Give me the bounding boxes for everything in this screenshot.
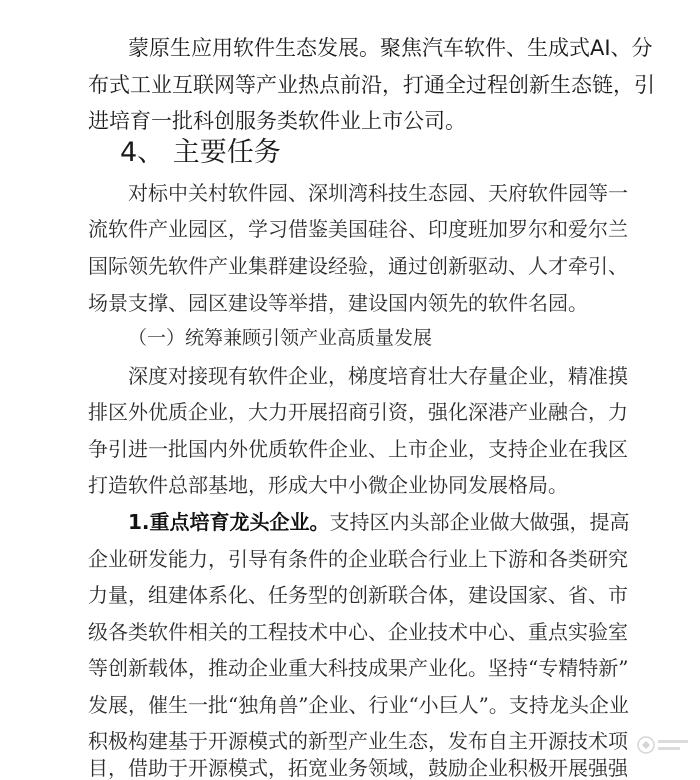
watermark-logo-icon xyxy=(636,734,694,756)
point1-line-7: 目，借助于开源模式，拓宽业务领域，鼓励企业积极开展强强 xyxy=(88,756,628,780)
point1-line-3: 级各类软件相关的工程技术中心、企业技术中心、重点实验室 xyxy=(88,620,628,644)
point1-first-line xyxy=(128,512,630,532)
sub-line-2: 排区外优质企业，大力开展招商引资，强化深港产业融合，力 xyxy=(88,400,628,424)
sub-line-3: 争引进一批国内外优质软件企业、上市企业，支持企业在我区 xyxy=(88,437,628,461)
point1-first-rest: 支持区内头部企业做大做强，提高 xyxy=(329,510,630,534)
point1-line-5: 发展，催生一批“独角兽”企业、行业“小巨人”。支持龙头企业 xyxy=(88,693,629,717)
section-line-3: 国际领先软件产业集群建设经验，通过创新驱动、人才牵引、 xyxy=(88,254,628,278)
intro-line-1: 蒙原生应用软件生态发展。聚焦汽车软件、生成式AI、分 xyxy=(128,36,653,60)
point1-line-4: 等创新载体，推动企业重大科技成果产业化。坚持“专精特新” xyxy=(88,656,629,680)
section-line-2: 流软件产业园区，学习借鉴美国硅谷、印度班加罗尔和爱尔兰 xyxy=(88,217,628,241)
section-heading: 4、 主要任务 xyxy=(120,137,281,168)
sub-line-4: 打造软件总部基地，形成大中小微企业协同发展格局。 xyxy=(88,473,568,497)
point1-line-6: 积极构建基于开源模式的新型产业生态，发布自主开源技术项 xyxy=(88,729,628,753)
section-line-4: 场景支撑、园区建设等举措，建设国内领先的软件名园。 xyxy=(88,291,588,315)
subheading: （一）统筹兼顾引领产业高质量发展 xyxy=(128,327,433,349)
point1-line-2: 力量，组建体系化、任务型的创新联合体，建设国家、省、市 xyxy=(88,583,628,607)
sub-line-1: 深度对接现有软件企业，梯度培育壮大存量企业，精准摸 xyxy=(128,364,628,388)
point1-title: 1.重点培育龙头企业。 xyxy=(128,510,330,534)
intro-line-3: 进培育一批科创服务类软件业上市公司。 xyxy=(88,109,466,133)
intro-line-2: 布式工业互联网等产业热点前沿，打通全过程创新生态链，引 xyxy=(88,73,655,97)
point1-line-1: 企业研发能力，引导有条件的企业联合行业上下游和各类研究 xyxy=(88,547,628,571)
section-line-1: 对标中关村软件园、深圳湾科技生态园、天府软件园等一 xyxy=(128,181,628,205)
